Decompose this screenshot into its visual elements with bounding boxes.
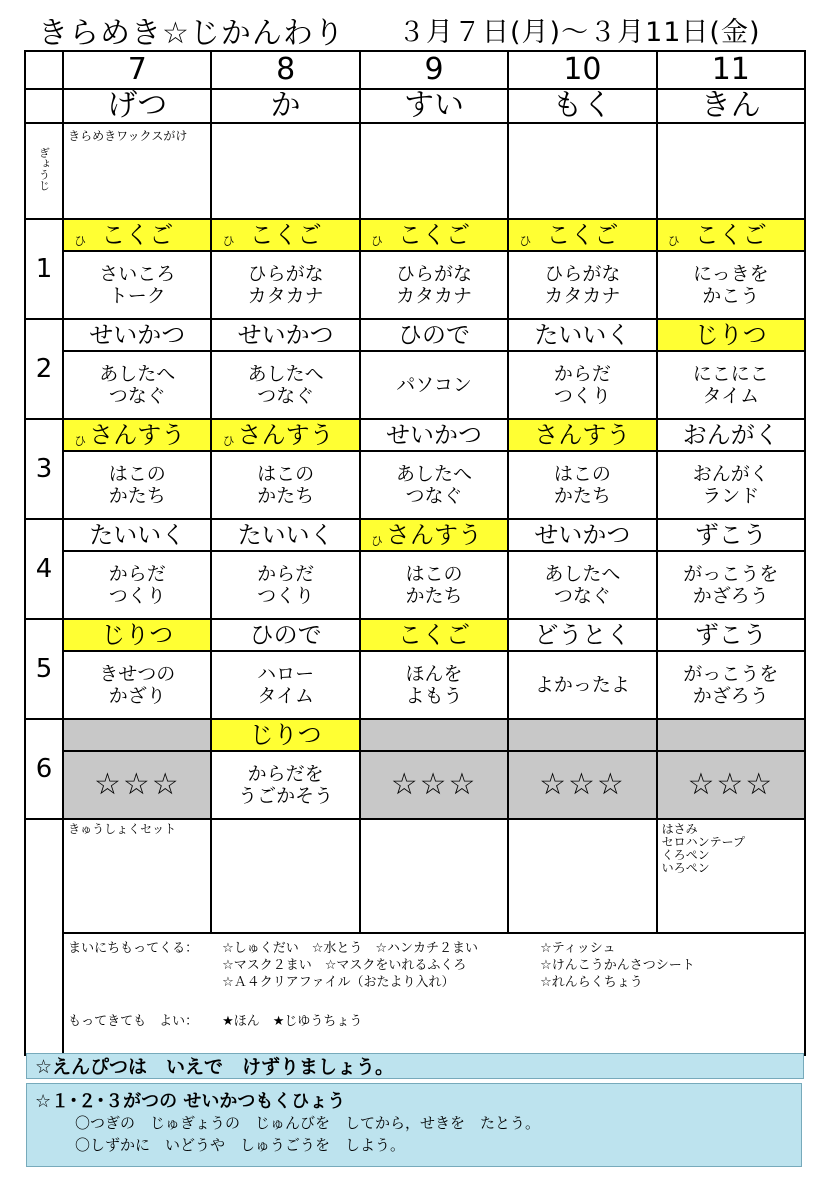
event-cell: きらめきワックスがけ (63, 123, 211, 219)
day-number: 8 (211, 51, 359, 89)
subject-cell (508, 219, 656, 251)
mark: ひ (667, 234, 680, 248)
content-cell (360, 251, 508, 319)
bring-line: くろペン (661, 848, 710, 862)
content-line: つなぐ (405, 485, 463, 507)
bring-row (25, 819, 805, 933)
subject-cell: たいいく (508, 319, 656, 351)
stars-cell: ☆☆☆ (657, 751, 805, 819)
date-range: ３月７日(月)～３月11日(金) (398, 17, 761, 48)
content-line: ハロー (257, 663, 315, 685)
subject-cell: たいいく (211, 519, 359, 551)
content-line: がっこうを (683, 663, 779, 685)
content-cell (508, 651, 656, 719)
content-line: うごかそう (238, 785, 334, 807)
subject-cell (508, 719, 656, 751)
subject-label: こくご (694, 221, 767, 249)
content-line: かこう (702, 285, 760, 307)
daily-items: ☆ティッシュ (540, 941, 616, 956)
day-name: きん (657, 89, 805, 123)
mark: ひ (519, 234, 532, 248)
day-name: か (211, 89, 359, 123)
optional-items: ★ほん ★じゆうちょう (222, 1014, 363, 1029)
period-number: 5 (25, 619, 63, 719)
content-line: つくり (108, 585, 166, 607)
content-line: きせつの (99, 663, 176, 685)
day-name: もく (508, 89, 656, 123)
page-title: きらめき☆じかんわり (38, 16, 345, 51)
day-name-row (25, 89, 805, 123)
content-line: つくり (553, 385, 611, 407)
content-line: かざろう (692, 585, 769, 607)
mark: ひ (74, 234, 87, 248)
mark: ひ (222, 234, 235, 248)
content-line: にこにこ (692, 363, 769, 385)
subject-cell (360, 719, 508, 751)
optional-label: もってきても よい： (68, 1014, 199, 1029)
bring-cell (657, 819, 805, 933)
content-cell (211, 451, 359, 519)
daily-items: ☆けんこうかんさつシート (540, 958, 695, 973)
day-number: 7 (63, 51, 211, 89)
day-name: げつ (63, 89, 211, 123)
event-row-label: ぎょうじ (37, 147, 51, 191)
event-row-label-cell (25, 123, 63, 219)
event-cell (508, 123, 656, 219)
content-line: はこの (108, 463, 166, 485)
daily-row (68, 974, 800, 991)
day-name: すい (360, 89, 508, 123)
content-line: ひらがな (396, 263, 473, 285)
subject-cell: せいかつ (508, 519, 656, 551)
content-line: かざろう (692, 685, 769, 707)
period-number: 1 (25, 219, 63, 319)
bring-line: セロハンテープ (661, 835, 745, 849)
content-cell (211, 351, 359, 419)
subject-cell (657, 719, 805, 751)
subject-row (25, 319, 805, 351)
subject-cell: ずこう (657, 519, 805, 551)
content-cell (360, 651, 508, 719)
content-row (25, 251, 805, 319)
subject-row (25, 719, 805, 751)
event-cell (360, 123, 508, 219)
subject-cell: ひので (360, 319, 508, 351)
content-line: トーク (108, 285, 166, 307)
content-line: かたち (405, 585, 463, 607)
subject-row (25, 519, 805, 551)
rules-title: ☆１･２･３がつの せいかつもくひょう (35, 1091, 346, 1112)
content-line: よかったよ (534, 674, 630, 696)
daily-items: ☆Ａ４クリアファイル（おたより入れ） (222, 975, 455, 990)
content-line: つなぐ (108, 385, 166, 407)
content-line: がっこうを (683, 563, 779, 585)
daily-row (68, 940, 800, 957)
subject-cell: せいかつ (63, 319, 211, 351)
content-line: からだ (257, 563, 315, 585)
content-cell (211, 551, 359, 619)
content-row (25, 751, 805, 819)
bring-line: いろペン (661, 861, 710, 875)
mark: ひ (222, 434, 235, 448)
day-number-row (25, 51, 805, 89)
content-cell (63, 251, 211, 319)
content-cell (63, 451, 211, 519)
daily-items: ☆しゅくだい ☆水とう ☆ハンカチ２まい (222, 941, 479, 956)
content-cell (657, 651, 805, 719)
daily-row (68, 957, 800, 974)
content-cell (508, 351, 656, 419)
day-number: 11 (657, 51, 805, 89)
rule-line: 〇しずかに いどうや しゅうごうを しよう。 (75, 1136, 406, 1154)
subject-cell (211, 219, 359, 251)
content-line: あしたへ (396, 463, 473, 485)
subject-row (25, 619, 805, 651)
subject-cell (211, 419, 359, 451)
subject-cell: おんがく (657, 419, 805, 451)
period-number: 2 (25, 319, 63, 419)
content-line: からだ (108, 563, 166, 585)
stars-cell: ☆☆☆ (360, 751, 508, 819)
timetable (24, 50, 806, 1056)
content-line: つなぐ (257, 385, 315, 407)
subject-cell: せいかつ (360, 419, 508, 451)
subject-cell (360, 519, 508, 551)
content-row (25, 651, 805, 719)
subject-row (25, 219, 805, 251)
bring-cell (360, 819, 508, 933)
content-line: にっきを (692, 263, 769, 285)
subject-label: こくご (546, 221, 619, 249)
pencil-notice: ☆えんぴつは いえで けずりましょう。 (26, 1053, 804, 1079)
subject-cell: ひので (211, 619, 359, 651)
subject-cell: じりつ (657, 319, 805, 351)
content-line: ひらがな (247, 263, 324, 285)
mark: ひ (74, 434, 87, 448)
blank-label-cell (25, 819, 63, 1055)
subject-label: こくご (398, 221, 471, 249)
bring-cell (508, 819, 656, 933)
content-line: ランド (702, 485, 760, 507)
optional-row (68, 1013, 800, 1030)
subject-cell: じりつ (211, 719, 359, 751)
event-row (25, 123, 805, 219)
mark: ひ (370, 534, 383, 548)
content-line: パソコン (396, 374, 472, 396)
day-number: 9 (360, 51, 508, 89)
daily-items: ☆マスク２まい ☆マスクをいれるふくろ (222, 958, 467, 973)
content-line: カタカナ (544, 285, 621, 307)
event-cell (657, 123, 805, 219)
content-cell (211, 751, 359, 819)
content-line: タイム (257, 685, 314, 707)
header (0, 0, 827, 52)
content-line: かたち (553, 485, 611, 507)
rules-box (26, 1083, 802, 1167)
content-cell (211, 651, 359, 719)
subject-cell: こくご (360, 619, 508, 651)
content-cell (211, 251, 359, 319)
content-row (25, 351, 805, 419)
stars-cell: ☆☆☆ (63, 751, 211, 819)
daily-items-cell (63, 933, 805, 1055)
content-line: つなぐ (553, 585, 611, 607)
period-number: 6 (25, 719, 63, 819)
content-row (25, 551, 805, 619)
subject-label: さんすう (89, 421, 186, 449)
content-cell (360, 351, 508, 419)
subject-label: こくご (249, 221, 322, 249)
content-cell (508, 551, 656, 619)
content-line: からだを (247, 763, 324, 785)
content-line: ひらがな (544, 263, 621, 285)
mark: ひ (370, 234, 383, 248)
content-cell (63, 551, 211, 619)
subject-cell (63, 419, 211, 451)
content-cell (63, 351, 211, 419)
daily-items: ☆れんらくちょう (540, 975, 643, 990)
content-row (25, 451, 805, 519)
content-line: よもう (405, 685, 463, 707)
content-line: かたち (108, 485, 166, 507)
subject-label: さんすう (386, 521, 483, 549)
bring-cell (211, 819, 359, 933)
bring-line: はさみ (661, 822, 698, 836)
content-cell (657, 551, 805, 619)
content-cell (360, 451, 508, 519)
content-line: ほんを (405, 663, 463, 685)
period-number: 4 (25, 519, 63, 619)
period-number: 3 (25, 419, 63, 519)
content-cell (508, 451, 656, 519)
content-cell (657, 451, 805, 519)
content-cell (657, 351, 805, 419)
content-cell (63, 651, 211, 719)
bring-line: きゅうしょくセット (68, 822, 177, 836)
subject-row (25, 419, 805, 451)
content-line: あしたへ (99, 363, 176, 385)
content-line: あしたへ (247, 363, 324, 385)
content-line: あしたへ (544, 563, 621, 585)
bring-cell (63, 819, 211, 933)
content-line: はこの (553, 463, 611, 485)
stars-cell: ☆☆☆ (508, 751, 656, 819)
subject-cell (63, 219, 211, 251)
content-line: カタカナ (247, 285, 324, 307)
daily-label: まいにちもってくる： (68, 941, 199, 956)
subject-label: さんすう (237, 421, 334, 449)
content-line: はこの (405, 563, 463, 585)
corner-cell (25, 89, 63, 123)
subject-cell: せいかつ (211, 319, 359, 351)
content-line: かたち (257, 485, 315, 507)
rule-line: 〇つぎの じゅぎょうの じゅんびを してから，せきを たとう。 (75, 1114, 541, 1132)
content-cell (360, 551, 508, 619)
subject-cell: どうとく (508, 619, 656, 651)
subject-cell (63, 719, 211, 751)
content-line: さいころ (99, 263, 176, 285)
corner-cell (25, 51, 63, 89)
content-line: おんがく (692, 463, 769, 485)
subject-label: こくご (101, 221, 174, 249)
content-line: つくり (257, 585, 315, 607)
subject-cell: さんすう (508, 419, 656, 451)
content-line: かざり (108, 685, 166, 707)
subject-cell: ずこう (657, 619, 805, 651)
subject-cell: たいいく (63, 519, 211, 551)
daily-items-row (25, 933, 805, 1055)
content-cell (657, 251, 805, 319)
content-line: カタカナ (396, 285, 473, 307)
content-cell (508, 251, 656, 319)
day-number: 10 (508, 51, 656, 89)
subject-cell (657, 219, 805, 251)
event-cell (211, 123, 359, 219)
subject-cell: じりつ (63, 619, 211, 651)
subject-cell (360, 219, 508, 251)
content-line: タイム (702, 385, 760, 407)
content-line: からだ (553, 363, 611, 385)
content-line: はこの (257, 463, 315, 485)
